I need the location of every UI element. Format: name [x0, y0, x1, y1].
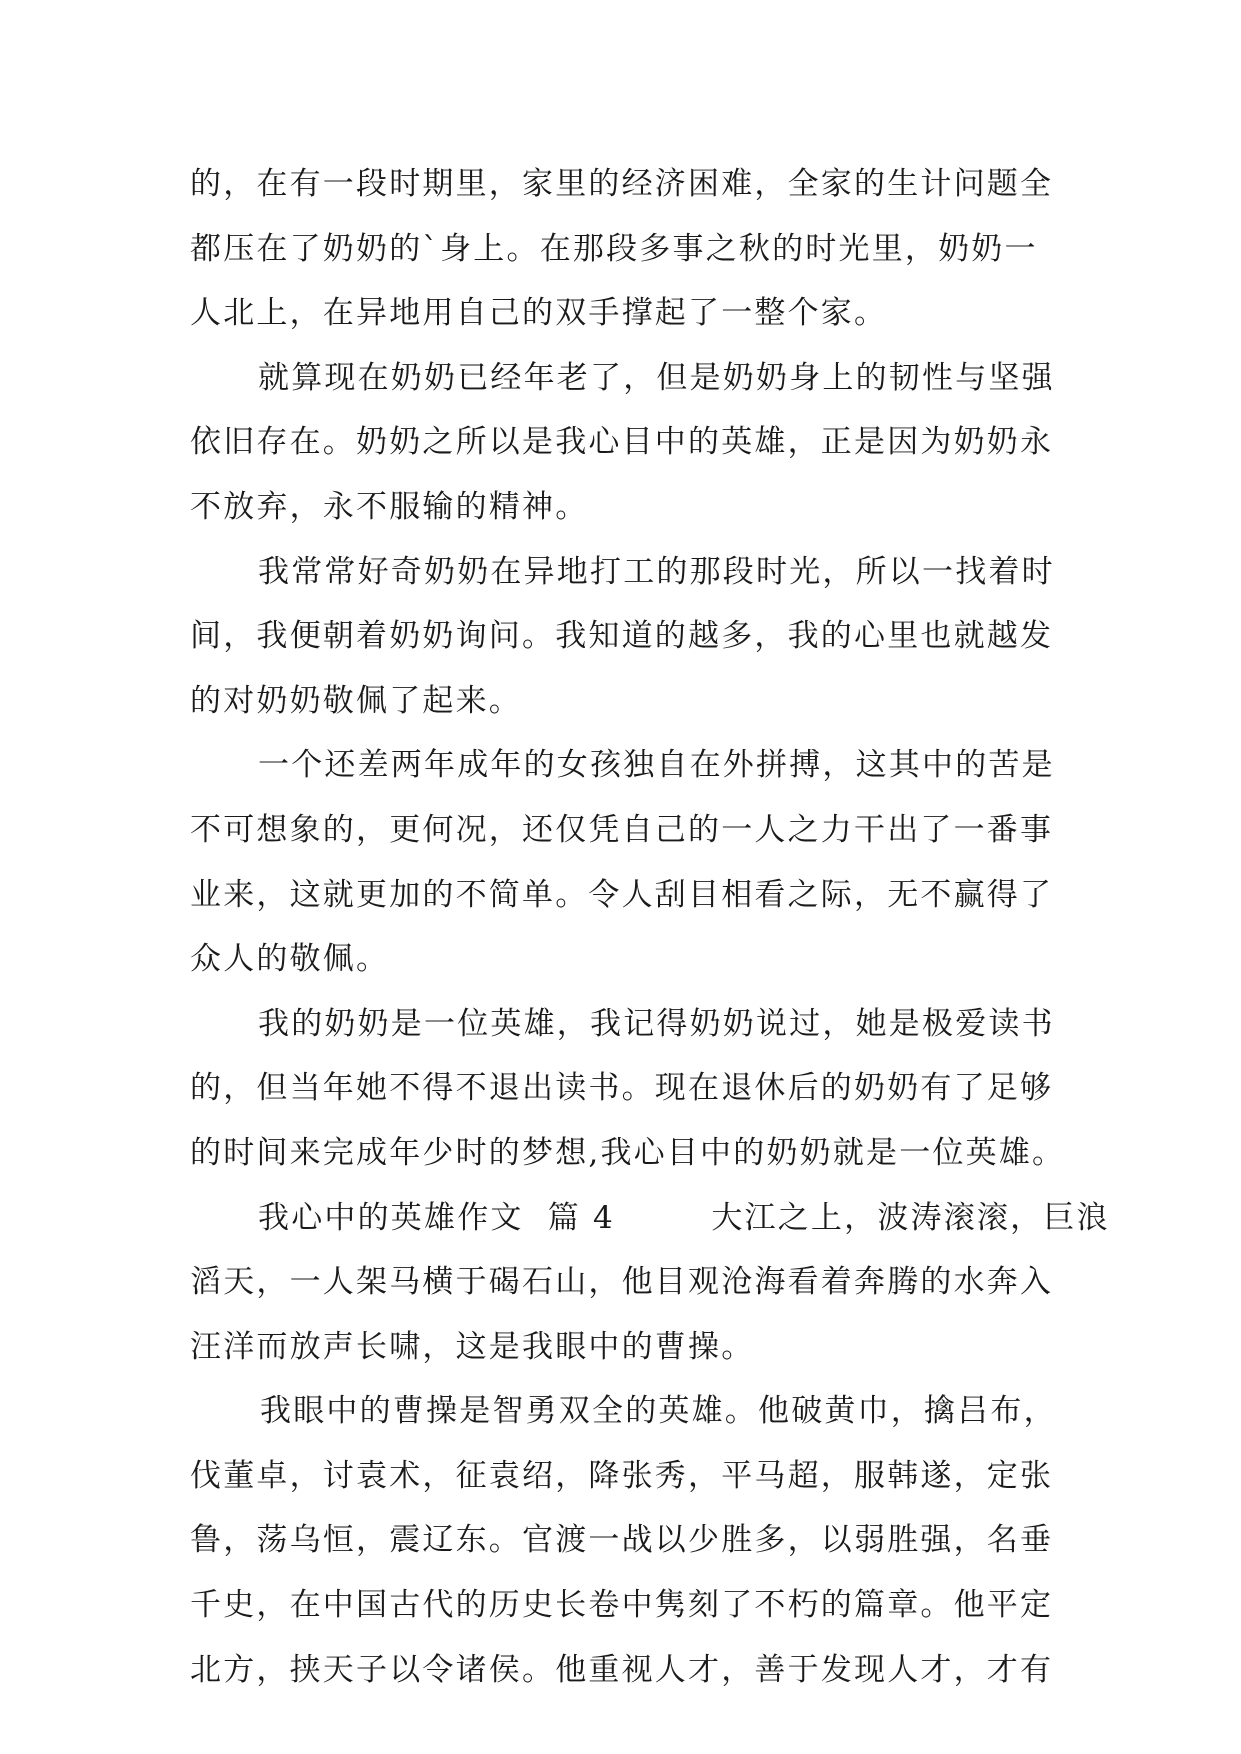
text-line: 北方，挟天子以令诸侯。他重视人才，善于发现人才，才有 — [190, 1651, 1054, 1688]
text-line: 不放弃，永不服输的精神。 — [190, 488, 589, 525]
text-line: 滔天，一人架马横于碣石山，他目观沧海看着奔腾的水奔入 — [190, 1264, 1054, 1301]
text-line: 的对奶奶敬佩了起来。 — [190, 682, 522, 719]
text-line: 的，在有一段时期里，家里的经济困难，全家的生计问题全 — [190, 166, 1054, 202]
text-line: 汪洋而放声长啸，这是我眼中的曹操。 — [190, 1328, 755, 1365]
text-line: 众人的敬佩。 — [190, 941, 390, 978]
paragraph-start-line: 一个还差两年成年的女孩独自在外拼搏，这其中的苦是 — [258, 747, 1055, 784]
paragraph-start-line: 我的奶奶是一位英雄，我记得奶奶说过，她是极爱读书 — [258, 1005, 1055, 1042]
paragraph-start-line: 就算现在奶奶已经年老了，但是奶奶身上的韧性与坚强 — [258, 359, 1055, 396]
paragraph-start-line: 我常常好奇奶奶在异地打工的那段时光，所以一找着时 — [258, 553, 1055, 590]
text-line: 鲁，荡乌恒，震辽东。官渡一战以少胜多，以弱胜强，名垂 — [190, 1522, 1054, 1559]
text-line: 业来，这就更加的不简单。令人刮目相看之际，无不赢得了 — [190, 876, 1054, 913]
essay-body — [190, 152, 1110, 1702]
text-line: 人北上，在异地用自己的双手撑起了一整个家。 — [190, 295, 888, 332]
text-line: 伐董卓，讨袁术，征袁绍，降张秀，平马超，服韩遂，定张 — [190, 1457, 1054, 1494]
paragraph-start-line: 我眼中的曹操是智勇双全的英雄。他破黄巾，擒吕布， — [260, 1393, 1057, 1430]
text-line: 都压在了奶奶的`身上。在那段多事之秋的时光里，奶奶一 — [190, 230, 1038, 267]
text-line: 依旧存在。奶奶之所以是我心目中的英雄，正是因为奶奶永 — [190, 424, 1054, 461]
section-heading-line: 我心中的英雄作文 篇 4 大江之上，波涛滚滚，巨浪 — [258, 1199, 1110, 1236]
text-line: 间，我便朝着奶奶询问。我知道的越多，我的心里也就越发 — [190, 618, 1054, 655]
text-line: 千史，在中国古代的历史长卷中隽刻了不朽的篇章。他平定 — [190, 1587, 1054, 1624]
text-line: 的时间来完成年少时的梦想,我心目中的奶奶就是一位英雄。 — [190, 1134, 1066, 1171]
text-line: 不可想象的，更何况，还仅凭自己的一人之力干出了一番事 — [190, 811, 1054, 848]
text-line: 的，但当年她不得不退出读书。现在退休后的奶奶有了足够 — [190, 1070, 1054, 1107]
